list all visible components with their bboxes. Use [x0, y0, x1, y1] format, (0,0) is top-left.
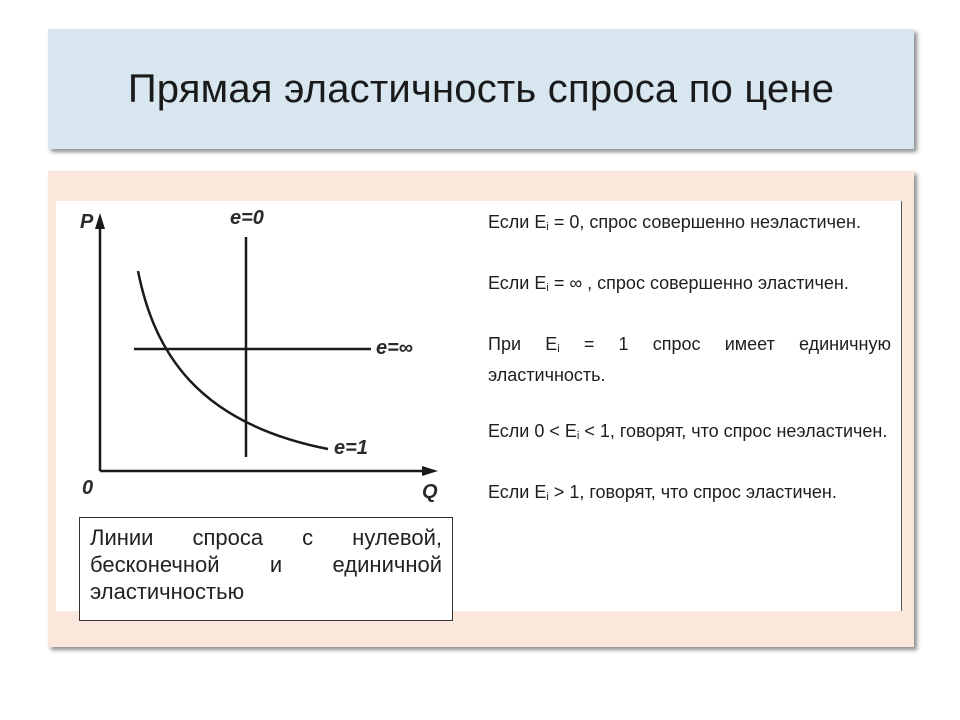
curve-label: e=1	[334, 437, 368, 459]
rule-item: Если 0 < Ei < 1, говорят, что спрос неэластичен.	[488, 421, 888, 442]
x-axis-label: Q	[422, 481, 438, 503]
x-axis-arrow	[422, 466, 438, 476]
graph-caption: Линии спроса с нулевой, бесконечной и единичной эластичностью	[79, 517, 453, 621]
rule-item: Если Ei = 0, спрос совершенно неэластичен.	[488, 212, 861, 233]
slide-title: Прямая эластичность спроса по цене	[127, 66, 835, 111]
origin-label: 0	[82, 477, 94, 499]
unit-elastic-curve	[138, 271, 328, 449]
content-panel	[48, 171, 914, 647]
elasticity-rules-panel	[474, 201, 902, 611]
rule-item: Если Ei = ∞ , спрос совершенно эластичен.	[488, 273, 849, 294]
title-banner	[48, 29, 914, 149]
y-axis-arrow	[95, 213, 105, 229]
y-axis-label: P	[80, 211, 94, 233]
rule-item: Если Ei > 1, говорят, что спрос эластичен.	[488, 482, 837, 503]
rule-item: При Ei = 1 спрос имеет единичную эластичность.	[488, 334, 891, 385]
vertical-line-label: e=0	[230, 207, 264, 229]
horizontal-line-label: e=∞	[376, 337, 414, 359]
